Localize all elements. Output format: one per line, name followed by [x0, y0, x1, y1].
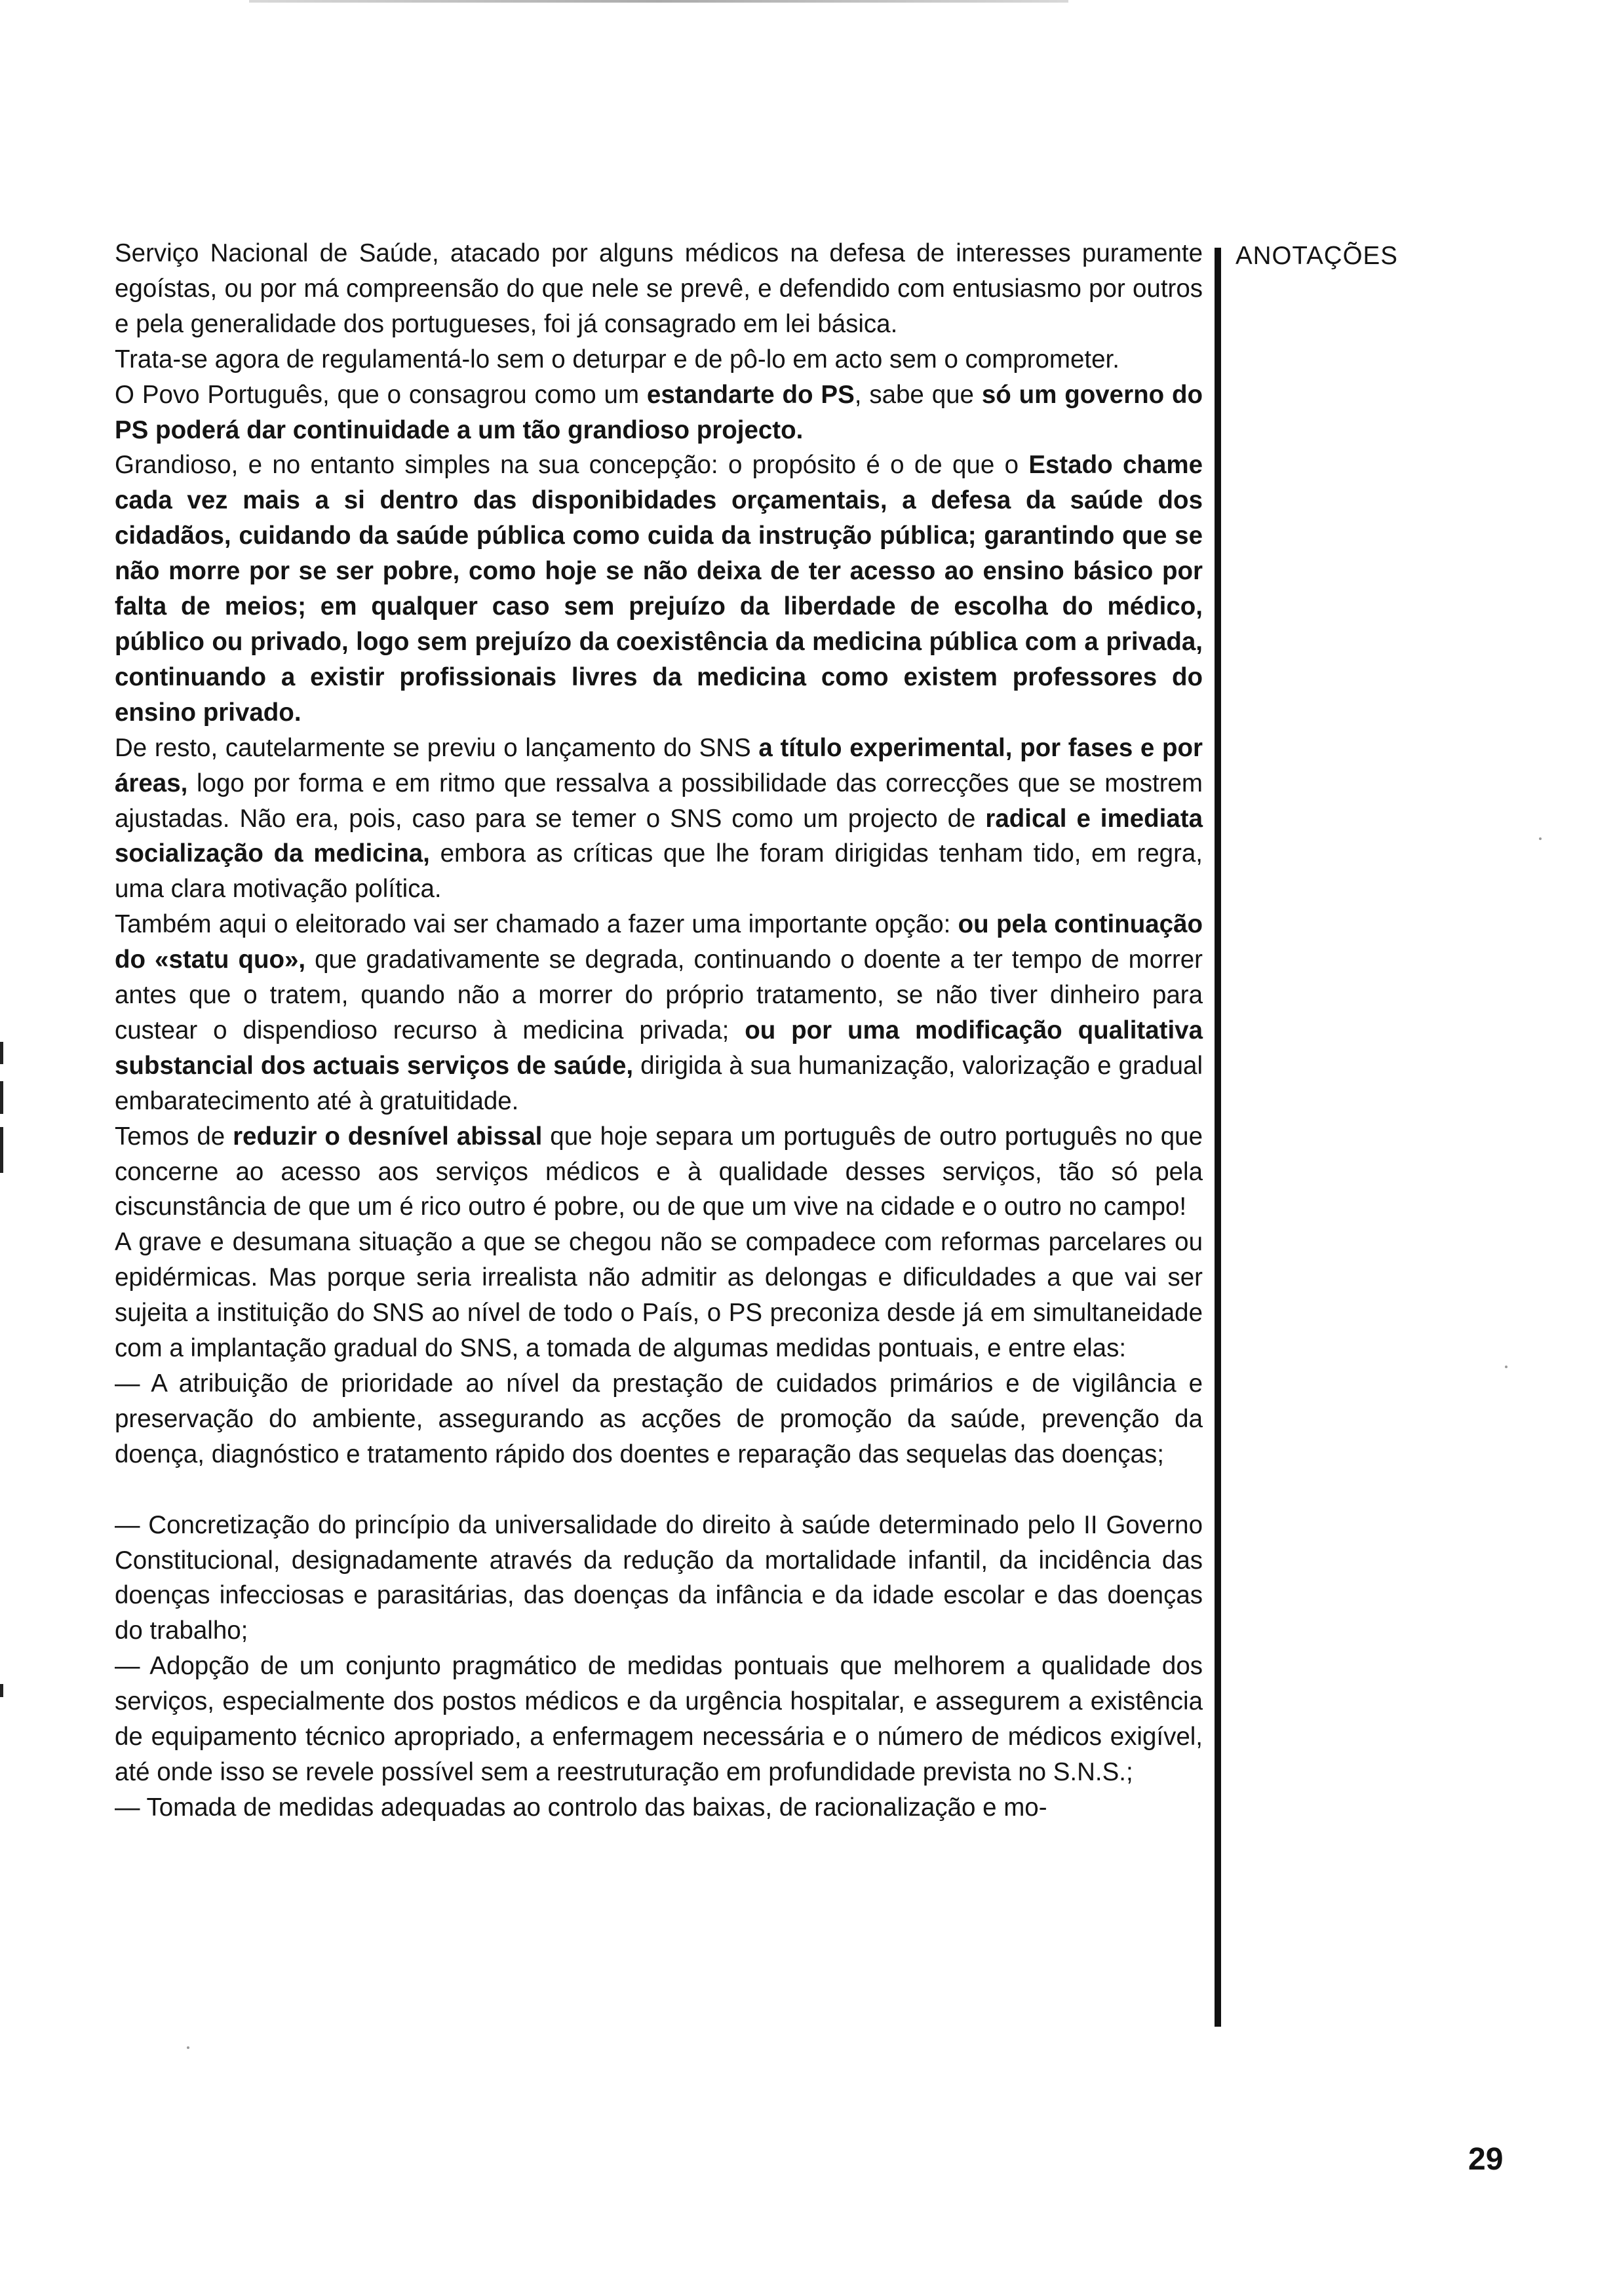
body-paragraph [115, 1225, 1203, 1366]
scan-speck [187, 2046, 189, 2049]
text-segment: — Tomada de medidas adequadas ao controlo das baixas, de racionalização e mo- [115, 1793, 1047, 1822]
text-segment: embora as críticas que lhe foram dirigidas tenham tido, em regra, uma clara motivação política. [115, 839, 1203, 904]
scan-left-marks [0, 1042, 4, 1697]
scan-speck [1505, 1366, 1508, 1368]
bold-text-segment: ou por uma modificação qualitativa substancial dos actuais serviços de saúde, [115, 1016, 1203, 1080]
text-segment: dirigida à sua humanização, valorização e gradual embaratecimento até à gratuitidade. [115, 1051, 1203, 1115]
bold-text-segment: Estado chame cada vez mais a si dentro das disponibidades orçamentais, a defesa da saúde dos cidadãos, cuidando da saúde pública como cuida da instrução pública; garantindo que se não morre por se ser pobre, como hoje se não deixa de ter acesso ao ensino básico por falta de meios; em qualquer caso sem prejuízo da liberdade de escolha do médico, público ou privado, logo sem prejuízo da coexistência da medicina pública com a privada, continuando a existir profissionais livres da medicina como existem professores do ensino privado. [115, 451, 1203, 727]
bold-text-segment: ou pela continuação do «statu quo», [115, 910, 1203, 974]
bold-text-segment: radical e imediata socialização da medicina, [115, 804, 1203, 868]
body-paragraph [115, 1790, 1203, 1826]
text-segment: O Povo Português, que o consagrou como um [115, 380, 647, 409]
bold-text-segment: a título experimental, por fases e por áreas, [115, 733, 1203, 797]
text-segment: que hoje separa um português de outro português no que concerne ao acesso aos serviços médicos e à qualidade desses serviços, tão só pela ciscunstância de que um é rico outro é pobre, ou de que um vive na cidade e o outro no campo! [115, 1122, 1203, 1221]
scan-speck [1539, 837, 1542, 840]
body-paragraph [115, 1649, 1203, 1790]
text-segment: Temos de [115, 1122, 233, 1151]
body-paragraph [115, 377, 1203, 448]
text-segment: — Concretização do princípio da universalidade do direito à saúde determinado pelo II Governo Constitucional, designadamente através da redução da mortalidade infantil, da incidência das doenças infecciosas e parasitárias, das doenças da infância e da idade escolar e das doenças do trabalho; [115, 1510, 1203, 1645]
text-segment: De resto, cautelarmente se previu o lançamento do SNS [115, 733, 759, 762]
text-segment: — A atribuição de prioridade ao nível da prestação de cuidados primários e de vigilância e preservação do ambiente, assegurando as acções de promoção da saúde, prevenção da doença, diagnóstico e tratamento rápido dos doentes e reparação das sequelas das doenças; [115, 1369, 1203, 1468]
bold-text-segment: reduzir o desnível abissal [233, 1122, 543, 1151]
text-segment: Grandioso, e no entanto simples na sua concepção: o propósito é o de que o [115, 451, 1029, 480]
body-paragraph [115, 1119, 1203, 1225]
text-segment: que gradativamente se degrada, continuando o doente a ter tempo de morrer antes que o tratem, quando não a morrer do próprio tratamento, se não tiver dinheiro para custear o dispendioso recurso à medicina privada; [115, 946, 1203, 1044]
page-number: 29 [1468, 2142, 1504, 2177]
body-paragraph [115, 1366, 1203, 1472]
text-segment: Trata-se agora de regulamentá-lo sem o deturpar e de pô-lo em acto sem o comprometer. [115, 345, 1119, 373]
body-paragraph [115, 907, 1203, 1119]
body-paragraph [115, 1508, 1203, 1649]
body-paragraph [115, 342, 1203, 377]
body-paragraph [115, 236, 1203, 342]
bold-text-segment: só um governo do PS poderá dar continuidade a um tão grandioso projecto. [115, 380, 1203, 444]
bold-text-segment: estandarte do PS [646, 380, 855, 409]
margin-rule [1215, 248, 1221, 2027]
text-segment: logo por forma e em ritmo que ressalva a possibilidade das correcções que se mostrem ajustadas. Não era, pois, caso para se temer o SNS como um projecto de [115, 769, 1203, 833]
scan-top-edge [249, 0, 1068, 3]
body-text-column [115, 236, 1203, 1826]
body-paragraph [115, 731, 1203, 908]
text-segment: Serviço Nacional de Saúde, atacado por alguns médicos na defesa de interesses puramente egoístas, ou por má compreensão do que nele se prevê, e defendido com entusiasmo por outros e pela generalidade dos portugueses, foi já consagrado em lei básica. [115, 239, 1203, 338]
text-segment: A grave e desumana situação a que se chegou não se compadece com reformas parcelares ou epidérmicas. Mas porque seria irrealista não admitir as delongas e dificuldades a que vai ser sujeita a instituição do SNS ao nível de todo o País, o PS preconiza desde já em simultaneidade com a implantação gradual do SNS, a tomada de algumas medidas pontuais, e entre elas: [115, 1228, 1203, 1363]
text-segment: — Adopção de um conjunto pragmático de medidas pontuais que melhorem a qualidade dos serviços, especialmente dos postos médicos e da urgência hospitalar, e assegurem a existência de equipamento técnico apropriado, a enfermagem necessária e o número de médicos exigível, até onde isso se revele possível sem a reestruturação em profundidade prevista no S.N.S.; [115, 1652, 1203, 1786]
body-paragraph [115, 448, 1203, 730]
text-segment: Também aqui o eleitorado vai ser chamado a fazer uma importante opção: [115, 910, 958, 939]
annotations-label: ANOTAÇÕES [1236, 242, 1398, 270]
text-segment: , sabe que [854, 380, 982, 409]
